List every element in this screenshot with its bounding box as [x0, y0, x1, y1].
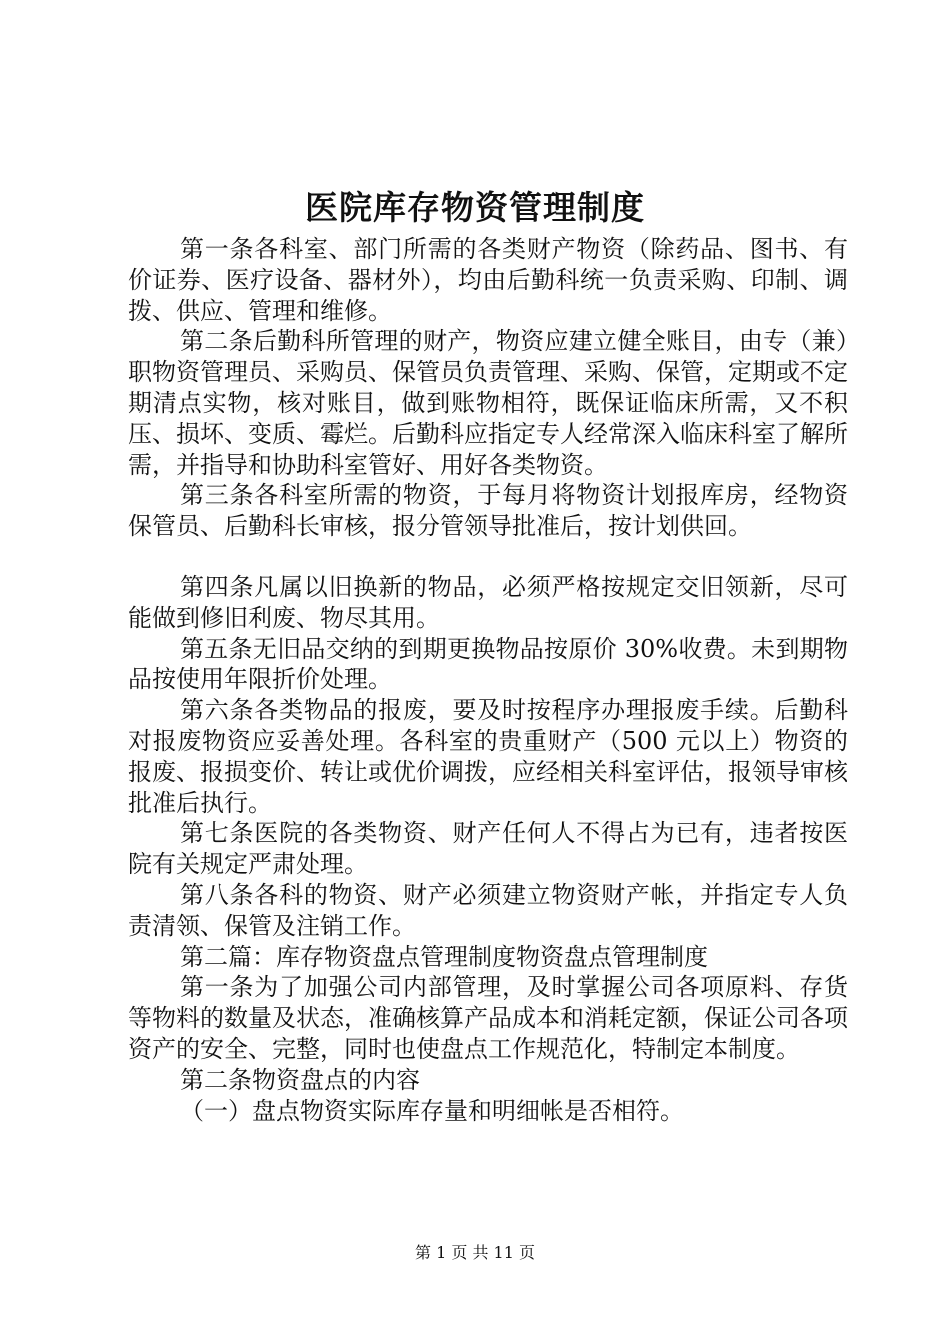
paragraph-article-5: 第五条无旧品交纳的到期更换物品按原价 30%收费。未到期物品按使用年限折价处理。: [128, 634, 848, 694]
paragraph-part2-item-1: （一）盘点物资实际库存量和明细帐是否相符。: [180, 1096, 684, 1125]
document-title: 医院库存物资管理制度: [305, 188, 645, 227]
paragraph-article-1: 第一条各科室、部门所需的各类财产物资（除药品、图书、有价证券、医疗设备、器材外），均由后勤科统一负责采购、印制、调拨、供应、管理和维修。: [128, 235, 848, 325]
paragraph-article-3: 第三条各科室所需的物资，于每月将物资计划报库房，经物资保管员、后勤科长审核，报分管领导批准后，按计划供回。: [128, 481, 848, 541]
paragraph-article-4: 第四条凡属以旧换新的物品，必须严格按规定交旧领新，尽可能做到修旧利废、物尽其用。: [128, 572, 848, 632]
paragraph-article-6: 第六条各类物品的报废，要及时按程序办理报废手续。后勤科对报废物资应妥善处理。各科室的贵重财产（500 元以上）物资的报废、报损变价、转让或优价调拨，应经相关科室评估，报领导审核批准后执行。: [128, 696, 848, 817]
paragraph-part2-article-2: 第二条物资盘点的内容: [180, 1065, 420, 1094]
paragraph-article-2: 第二条后勤科所管理的财产，物资应建立健全账目，由专（兼）职物资管理员、采购员、保管员负责管理、采购、保管，定期或不定期清点实物，核对账目，做到账物相符，既保证临床所需，又不积压、损坏、变质、霉烂。后勤科应指定专人经常深入临床科室了解所需，并指导和协助科室管好、用好各类物资。: [128, 327, 848, 479]
page-footer: 第 1 页 共 11 页: [415, 1243, 535, 1262]
paragraph-part2-article-1: 第一条为了加强公司内部管理，及时掌握公司各项原料、存货等物料的数量及状态，准确核算产品成本和消耗定额，保证公司各项资产的安全、完整，同时也使盘点工作规范化，特制定本制度。: [128, 973, 848, 1063]
section-heading-part-2: 第二篇：库存物资盘点管理制度物资盘点管理制度: [180, 942, 708, 971]
document-body: [128, 234, 848, 1126]
paragraph-article-8: 第八条各科的物资、财产必须建立物资财产帐，并指定专人负责清领、保管及注销工作。: [128, 880, 848, 940]
paragraph-article-7: 第七条医院的各类物资、财产任何人不得占为已有，违者按医院有关规定严肃处理。: [128, 819, 848, 879]
